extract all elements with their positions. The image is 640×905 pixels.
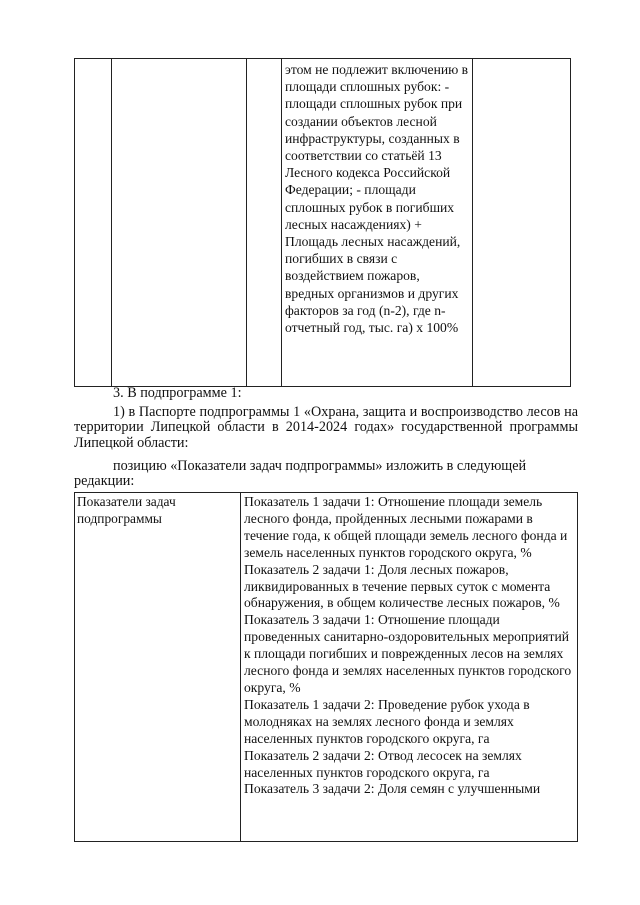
indicator-item: Показатель 3 задачи 2: Доля семян с улучшенными — [244, 781, 541, 797]
table-cell-empty — [247, 59, 282, 387]
paragraph-position: позицию «Показатели задач подпрограммы» изложить в следующей редакции: — [74, 458, 527, 490]
indicators-table — [74, 492, 578, 842]
indicators-label-cell: Показатели задач подпрограммы — [75, 493, 241, 842]
section-heading: 3. В подпрограмме 1: — [113, 385, 242, 401]
indicator-item: Показатель 3 задачи 1: Отношение площади проведенных санитарно-оздоровительных мероприятий к площади погибших и поврежденных лесов на землях лесного фонда и землях населенных пунктов городского округа, % — [244, 612, 572, 695]
paragraph-item-1: 1) в Паспорте подпрограммы 1 «Охрана, защита и воспроизводство лесов на территории Липецкой области в 2014-2024 годах» государственной программы Липецкой области: — [74, 404, 578, 451]
table-cell-formula: этом не подлежит включению в площади сплошных рубок: - площади сплошных рубок при создании объектов лесной инфраструктуры, созданных в соответствии со статьёй 13 Лесного кодекса Российской Федерации; - площади сплошных рубок в погибших лесных насаждениях) + Площадь лесных насаждений, погибших в связи с воздействием пожаров, вредных организмов и других факторов за год (n-2), где n-отчетный год, тыс. га) х 100% — [282, 59, 473, 387]
table-continuation — [74, 58, 571, 387]
indicators-list-cell — [241, 493, 578, 842]
indicator-item: Показатель 2 задачи 1: Доля лесных пожаров, ликвидированных в течение первых суток с момента обнаружения, в общем количестве лесных пожаров, % — [244, 561, 560, 611]
indicator-item: Показатель 1 задачи 1: Отношение площади земель лесного фонда, пройденных лесными пожарами в течение года, к общей площади земель лесного фонда и земель населенных пунктов городского округа, % — [244, 494, 568, 560]
indicator-item: Показатель 1 задачи 2: Проведение рубок ухода в молодняках на землях лесного фонда и землях населенных пунктов городского округа, га — [244, 696, 530, 746]
table-cell-empty — [112, 59, 247, 387]
table-cell-empty — [75, 59, 112, 387]
table-cell-empty — [473, 59, 571, 387]
indicator-item: Показатель 2 задачи 2: Отвод лесосек на землях населенных пунктов городского округа, га — [244, 747, 522, 780]
